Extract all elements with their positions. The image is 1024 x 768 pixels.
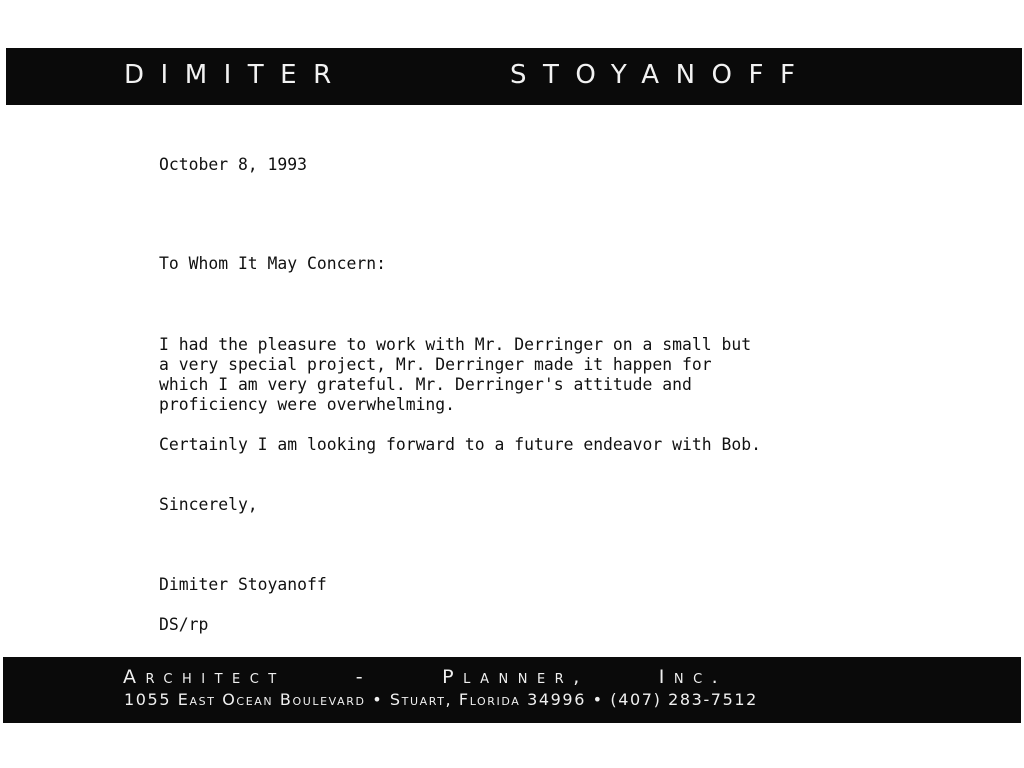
letter-date: October 8, 1993 xyxy=(159,155,308,174)
letter-signer-name: Dimiter Stoyanoff xyxy=(159,575,327,594)
letterhead-band xyxy=(6,48,1022,105)
paragraph-1-line: proficiency were overwhelming. xyxy=(159,395,456,414)
footer-address: 1055 East Ocean Boulevard • Stuart, Florida 34996 • (407) 283-7512 xyxy=(124,690,758,709)
company-part-planner: Planner, xyxy=(442,666,589,688)
letter-initials: DS/rp xyxy=(159,615,209,634)
footer-company-name xyxy=(123,664,727,690)
paragraph-1-line: I had the pleasure to work with Mr. Derringer on a small but xyxy=(159,335,752,354)
paragraph-1-line: which I am very grateful. Mr. Derringer's attitude and xyxy=(159,375,692,394)
letter-paragraph-2: Certainly I am looking forward to a future endeavor with Bob. xyxy=(159,435,761,454)
letterhead-last-name: STOYANOFF xyxy=(510,60,812,90)
company-part-architect: Architect xyxy=(123,666,286,688)
letter-paragraph-1 xyxy=(159,335,751,415)
letter-closing: Sincerely, xyxy=(159,495,258,514)
paragraph-1-line: a very special project, Mr. Derringer made it happen for xyxy=(159,355,712,374)
company-separator: - xyxy=(355,666,373,688)
company-part-inc: Inc. xyxy=(658,666,728,688)
letterhead-first-name: DIMITER xyxy=(124,60,348,90)
footer-band xyxy=(3,657,1021,723)
letter-salutation: To Whom It May Concern: xyxy=(159,254,386,273)
